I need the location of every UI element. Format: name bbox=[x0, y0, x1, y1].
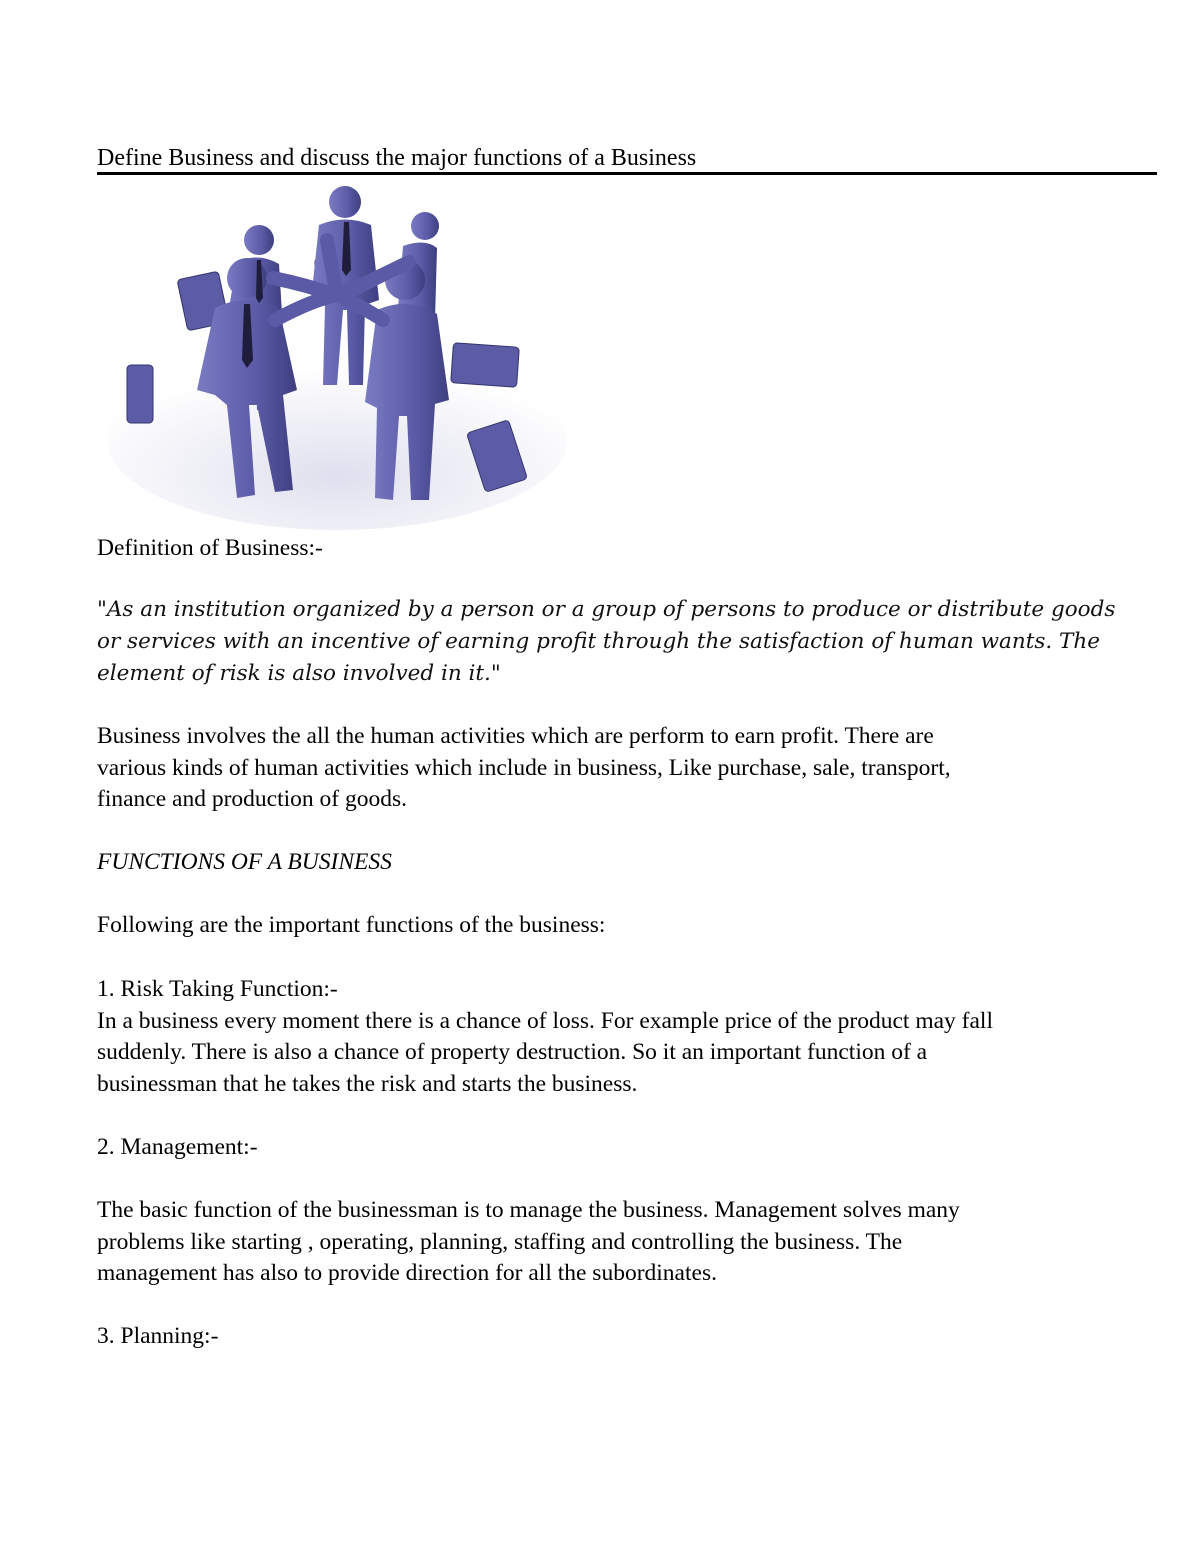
paragraph-line: In a business every moment there is a chance of loss. For example price of the product may fall bbox=[97, 1007, 993, 1034]
paragraph-line: problems like starting , operating, planning, staffing and controlling the business. The bbox=[97, 1228, 903, 1255]
paragraph-line: various kinds of human activities which include in business, Like purchase, sale, transport, bbox=[97, 754, 951, 781]
planning-heading: 3. Planning:- bbox=[97, 1323, 219, 1349]
quote-line: "As an institution organized by a person or a group of persons to produce or distribute goods bbox=[97, 597, 1116, 622]
definition-quote bbox=[97, 594, 1167, 690]
paragraph-line: The basic function of the businessman is to manage the business. Management solves many bbox=[97, 1197, 960, 1223]
intro-paragraph bbox=[97, 721, 1167, 816]
paragraph-line: businessman that he takes the risk and starts the business. bbox=[97, 1070, 638, 1097]
paragraph-line: management has also to provide direction for all the subordinates. bbox=[97, 1260, 717, 1286]
management-heading: 2. Management:- bbox=[97, 1134, 258, 1160]
paragraph-line: finance and production of goods. bbox=[97, 786, 407, 812]
paragraph-line: suddenly. There is also a chance of property destruction. So it an important function of a bbox=[97, 1039, 928, 1065]
functions-intro: Following are the important functions of the business: bbox=[97, 912, 606, 938]
paragraph-line: Business involves the all the human activities which are perform to earn profit. There are bbox=[97, 723, 934, 749]
functions-heading: FUNCTIONS OF A BUSINESS bbox=[97, 849, 392, 875]
document-title: Define Business and discuss the major functions of a Business bbox=[97, 144, 1157, 175]
quote-line: or services with an incentive of earning profit through the satisfaction of human wants. The bbox=[97, 629, 1100, 654]
business-team-handshake-icon bbox=[97, 180, 567, 530]
quote-line: element of risk is also involved in it." bbox=[97, 661, 501, 686]
definition-heading: Definition of Business:- bbox=[97, 535, 323, 561]
section-heading: 1. Risk Taking Function:- bbox=[97, 976, 338, 1002]
management-paragraph bbox=[97, 1195, 1167, 1290]
risk-section bbox=[97, 974, 1167, 1100]
